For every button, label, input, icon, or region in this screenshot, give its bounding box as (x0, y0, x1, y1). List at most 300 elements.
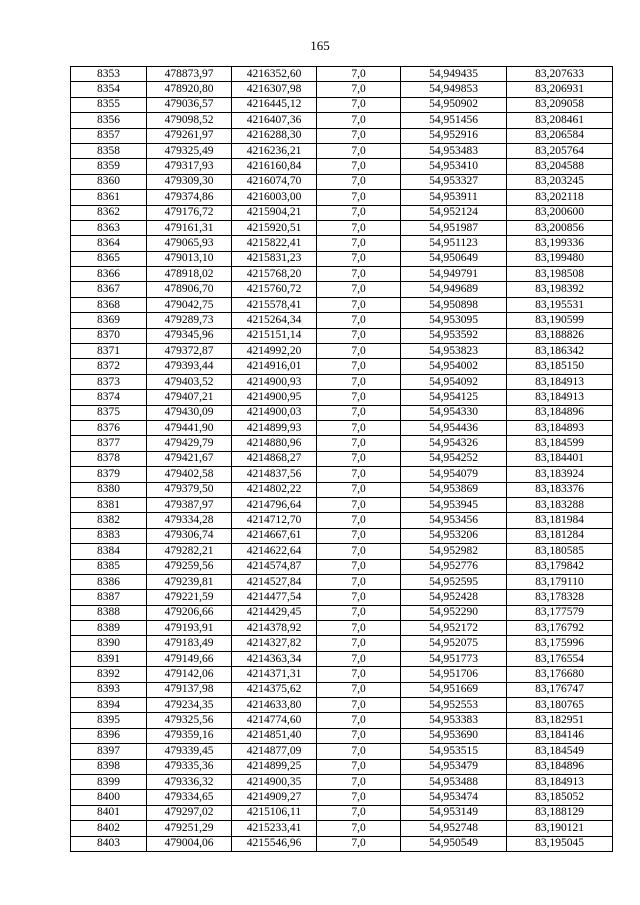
page-number: 165 (310, 38, 330, 53)
latitude-cell: 54,953911 (401, 190, 507, 205)
y-coordinate-cell: 4214527,84 (232, 574, 317, 589)
value-cell: 7,0 (317, 420, 401, 435)
x-coordinate-cell: 478873,97 (147, 67, 232, 82)
table-row (71, 713, 613, 728)
longitude-cell: 83,176747 (507, 682, 613, 697)
longitude-cell: 83,202118 (507, 190, 613, 205)
value-cell: 7,0 (317, 682, 401, 697)
y-coordinate-cell: 4214378,92 (232, 621, 317, 636)
latitude-cell: 54,953479 (401, 759, 507, 774)
latitude-cell: 54,953690 (401, 728, 507, 743)
y-coordinate-cell: 4216160,84 (232, 159, 317, 174)
table-row (71, 205, 613, 220)
table-row (71, 267, 613, 282)
longitude-cell: 83,184146 (507, 728, 613, 743)
y-coordinate-cell: 4214851,40 (232, 728, 317, 743)
table-row (71, 313, 613, 328)
latitude-cell: 54,954125 (401, 390, 507, 405)
y-coordinate-cell: 4216288,30 (232, 128, 317, 143)
table-row (71, 467, 613, 482)
value-cell: 7,0 (317, 143, 401, 158)
longitude-cell: 83,181284 (507, 528, 613, 543)
point-number-cell: 8395 (71, 713, 147, 728)
table-row (71, 605, 613, 620)
longitude-cell: 83,176680 (507, 667, 613, 682)
latitude-cell: 54,950649 (401, 251, 507, 266)
point-number-cell: 8381 (71, 497, 147, 512)
y-coordinate-cell: 4215768,20 (232, 267, 317, 282)
value-cell: 7,0 (317, 482, 401, 497)
latitude-cell: 54,953945 (401, 497, 507, 512)
y-coordinate-cell: 4216074,70 (232, 174, 317, 189)
table-row (71, 636, 613, 651)
y-coordinate-cell: 4214371,31 (232, 667, 317, 682)
table-row (71, 590, 613, 605)
value-cell: 7,0 (317, 251, 401, 266)
y-coordinate-cell: 4214429,45 (232, 605, 317, 620)
x-coordinate-cell: 479221,59 (147, 590, 232, 605)
point-number-cell: 8403 (71, 836, 147, 851)
latitude-cell: 54,953474 (401, 790, 507, 805)
value-cell: 7,0 (317, 67, 401, 82)
table-row (71, 559, 613, 574)
value-cell: 7,0 (317, 113, 401, 128)
value-cell: 7,0 (317, 836, 401, 851)
latitude-cell: 54,952776 (401, 559, 507, 574)
x-coordinate-cell: 479334,28 (147, 513, 232, 528)
x-coordinate-cell: 479374,86 (147, 190, 232, 205)
point-number-cell: 8396 (71, 728, 147, 743)
y-coordinate-cell: 4215233,41 (232, 821, 317, 836)
latitude-cell: 54,953149 (401, 805, 507, 820)
value-cell: 7,0 (317, 651, 401, 666)
table-row (71, 82, 613, 97)
latitude-cell: 54,952124 (401, 205, 507, 220)
longitude-cell: 83,180765 (507, 698, 613, 713)
latitude-cell: 54,952553 (401, 698, 507, 713)
x-coordinate-cell: 479339,45 (147, 744, 232, 759)
point-number-cell: 8400 (71, 790, 147, 805)
table-row (71, 405, 613, 420)
latitude-cell: 54,952748 (401, 821, 507, 836)
latitude-cell: 54,951706 (401, 667, 507, 682)
y-coordinate-cell: 4214802,22 (232, 482, 317, 497)
longitude-cell: 83,178328 (507, 590, 613, 605)
longitude-cell: 83,195045 (507, 836, 613, 851)
y-coordinate-cell: 4214880,96 (232, 436, 317, 451)
point-number-cell: 8389 (71, 621, 147, 636)
point-number-cell: 8363 (71, 220, 147, 235)
longitude-cell: 83,206584 (507, 128, 613, 143)
latitude-cell: 54,953488 (401, 774, 507, 789)
table-row (71, 497, 613, 512)
point-number-cell: 8364 (71, 236, 147, 251)
point-number-cell: 8371 (71, 344, 147, 359)
latitude-cell: 54,952982 (401, 544, 507, 559)
point-number-cell: 8377 (71, 436, 147, 451)
point-number-cell: 8361 (71, 190, 147, 205)
value-cell: 7,0 (317, 359, 401, 374)
value-cell: 7,0 (317, 774, 401, 789)
point-number-cell: 8368 (71, 297, 147, 312)
point-number-cell: 8386 (71, 574, 147, 589)
latitude-cell: 54,954330 (401, 405, 507, 420)
value-cell: 7,0 (317, 159, 401, 174)
longitude-cell: 83,195531 (507, 297, 613, 312)
x-coordinate-cell: 478906,70 (147, 282, 232, 297)
y-coordinate-cell: 4214363,34 (232, 651, 317, 666)
x-coordinate-cell: 479234,35 (147, 698, 232, 713)
value-cell: 7,0 (317, 497, 401, 512)
value-cell: 7,0 (317, 805, 401, 820)
table-row (71, 698, 613, 713)
table-row (71, 67, 613, 82)
table-row (71, 220, 613, 235)
latitude-cell: 54,952428 (401, 590, 507, 605)
point-number-cell: 8360 (71, 174, 147, 189)
point-number-cell: 8390 (71, 636, 147, 651)
value-cell: 7,0 (317, 528, 401, 543)
value-cell: 7,0 (317, 790, 401, 805)
latitude-cell: 54,950902 (401, 97, 507, 112)
point-number-cell: 8367 (71, 282, 147, 297)
x-coordinate-cell: 478920,80 (147, 82, 232, 97)
x-coordinate-cell: 479176,72 (147, 205, 232, 220)
point-number-cell: 8384 (71, 544, 147, 559)
y-coordinate-cell: 4214899,93 (232, 420, 317, 435)
point-number-cell: 8356 (71, 113, 147, 128)
latitude-cell: 54,953410 (401, 159, 507, 174)
value-cell: 7,0 (317, 190, 401, 205)
point-number-cell: 8358 (71, 143, 147, 158)
value-cell: 7,0 (317, 436, 401, 451)
point-number-cell: 8375 (71, 405, 147, 420)
value-cell: 7,0 (317, 621, 401, 636)
x-coordinate-cell: 479036,57 (147, 97, 232, 112)
longitude-cell: 83,184896 (507, 405, 613, 420)
table-row (71, 174, 613, 189)
longitude-cell: 83,175996 (507, 636, 613, 651)
value-cell: 7,0 (317, 559, 401, 574)
value-cell: 7,0 (317, 467, 401, 482)
table-row (71, 297, 613, 312)
point-number-cell: 8359 (71, 159, 147, 174)
table-row (71, 836, 613, 851)
y-coordinate-cell: 4215546,96 (232, 836, 317, 851)
value-cell: 7,0 (317, 220, 401, 235)
y-coordinate-cell: 4214796,64 (232, 497, 317, 512)
y-coordinate-cell: 4215822,41 (232, 236, 317, 251)
longitude-cell: 83,184913 (507, 774, 613, 789)
table-row (71, 328, 613, 343)
y-coordinate-cell: 4214667,61 (232, 528, 317, 543)
latitude-cell: 54,952172 (401, 621, 507, 636)
value-cell: 7,0 (317, 744, 401, 759)
longitude-cell: 83,205764 (507, 143, 613, 158)
table-row (71, 451, 613, 466)
longitude-cell: 83,208461 (507, 113, 613, 128)
point-number-cell: 8370 (71, 328, 147, 343)
table-row (71, 374, 613, 389)
y-coordinate-cell: 4215760,72 (232, 282, 317, 297)
longitude-cell: 83,207633 (507, 67, 613, 82)
point-number-cell: 8399 (71, 774, 147, 789)
longitude-cell: 83,200600 (507, 205, 613, 220)
point-number-cell: 8392 (71, 667, 147, 682)
y-coordinate-cell: 4215904,21 (232, 205, 317, 220)
y-coordinate-cell: 4214900,95 (232, 390, 317, 405)
table-row (71, 143, 613, 158)
latitude-cell: 54,954252 (401, 451, 507, 466)
point-number-cell: 8394 (71, 698, 147, 713)
longitude-cell: 83,184913 (507, 374, 613, 389)
value-cell: 7,0 (317, 174, 401, 189)
point-number-cell: 8391 (71, 651, 147, 666)
table-row (71, 436, 613, 451)
point-number-cell: 8353 (71, 67, 147, 82)
table-row (71, 344, 613, 359)
table-row (71, 790, 613, 805)
latitude-cell: 54,954079 (401, 467, 507, 482)
longitude-cell: 83,176792 (507, 621, 613, 636)
point-number-cell: 8397 (71, 744, 147, 759)
latitude-cell: 54,954326 (401, 436, 507, 451)
table-row (71, 97, 613, 112)
table-row (71, 528, 613, 543)
latitude-cell: 54,951669 (401, 682, 507, 697)
latitude-cell: 54,953483 (401, 143, 507, 158)
point-number-cell: 8355 (71, 97, 147, 112)
value-cell: 7,0 (317, 698, 401, 713)
table-row (71, 251, 613, 266)
longitude-cell: 83,181984 (507, 513, 613, 528)
table-row (71, 513, 613, 528)
x-coordinate-cell: 479421,67 (147, 451, 232, 466)
x-coordinate-cell: 479161,31 (147, 220, 232, 235)
longitude-cell: 83,177579 (507, 605, 613, 620)
longitude-cell: 83,200856 (507, 220, 613, 235)
x-coordinate-cell: 479193,91 (147, 621, 232, 636)
y-coordinate-cell: 4216352,60 (232, 67, 317, 82)
latitude-cell: 54,953206 (401, 528, 507, 543)
table-row (71, 651, 613, 666)
x-coordinate-cell: 479325,56 (147, 713, 232, 728)
longitude-cell: 83,186342 (507, 344, 613, 359)
value-cell: 7,0 (317, 544, 401, 559)
value-cell: 7,0 (317, 390, 401, 405)
table-row (71, 420, 613, 435)
table-row (71, 482, 613, 497)
value-cell: 7,0 (317, 282, 401, 297)
value-cell: 7,0 (317, 374, 401, 389)
longitude-cell: 83,182951 (507, 713, 613, 728)
point-number-cell: 8354 (71, 82, 147, 97)
value-cell: 7,0 (317, 759, 401, 774)
x-coordinate-cell: 479261,97 (147, 128, 232, 143)
longitude-cell: 83,180585 (507, 544, 613, 559)
x-coordinate-cell: 479142,06 (147, 667, 232, 682)
longitude-cell: 83,185052 (507, 790, 613, 805)
x-coordinate-cell: 479013,10 (147, 251, 232, 266)
y-coordinate-cell: 4214327,82 (232, 636, 317, 651)
value-cell: 7,0 (317, 821, 401, 836)
latitude-cell: 54,950549 (401, 836, 507, 851)
latitude-cell: 54,953592 (401, 328, 507, 343)
longitude-cell: 83,198508 (507, 267, 613, 282)
point-number-cell: 8383 (71, 528, 147, 543)
longitude-cell: 83,183376 (507, 482, 613, 497)
x-coordinate-cell: 479379,50 (147, 482, 232, 497)
table-row (71, 774, 613, 789)
longitude-cell: 83,188826 (507, 328, 613, 343)
y-coordinate-cell: 4214633,80 (232, 698, 317, 713)
longitude-cell: 83,190599 (507, 313, 613, 328)
longitude-cell: 83,199480 (507, 251, 613, 266)
x-coordinate-cell: 479334,65 (147, 790, 232, 805)
value-cell: 7,0 (317, 574, 401, 589)
x-coordinate-cell: 479309,30 (147, 174, 232, 189)
latitude-cell: 54,952290 (401, 605, 507, 620)
point-number-cell: 8365 (71, 251, 147, 266)
y-coordinate-cell: 4214992,20 (232, 344, 317, 359)
y-coordinate-cell: 4214916,01 (232, 359, 317, 374)
y-coordinate-cell: 4216003,00 (232, 190, 317, 205)
value-cell: 7,0 (317, 605, 401, 620)
longitude-cell: 83,203245 (507, 174, 613, 189)
longitude-cell: 83,206931 (507, 82, 613, 97)
x-coordinate-cell: 479387,97 (147, 497, 232, 512)
latitude-cell: 54,953869 (401, 482, 507, 497)
x-coordinate-cell: 479282,21 (147, 544, 232, 559)
point-number-cell: 8378 (71, 451, 147, 466)
point-number-cell: 8357 (71, 128, 147, 143)
point-number-cell: 8385 (71, 559, 147, 574)
point-number-cell: 8379 (71, 467, 147, 482)
point-number-cell: 8372 (71, 359, 147, 374)
value-cell: 7,0 (317, 82, 401, 97)
table-row (71, 113, 613, 128)
point-number-cell: 8374 (71, 390, 147, 405)
value-cell: 7,0 (317, 728, 401, 743)
table-row (71, 128, 613, 143)
x-coordinate-cell: 479042,75 (147, 297, 232, 312)
x-coordinate-cell: 479393,44 (147, 359, 232, 374)
table-row (71, 728, 613, 743)
latitude-cell: 54,954002 (401, 359, 507, 374)
point-number-cell: 8401 (71, 805, 147, 820)
y-coordinate-cell: 4216407,36 (232, 113, 317, 128)
value-cell: 7,0 (317, 451, 401, 466)
x-coordinate-cell: 479098,52 (147, 113, 232, 128)
value-cell: 7,0 (317, 313, 401, 328)
point-number-cell: 8382 (71, 513, 147, 528)
x-coordinate-cell: 479259,56 (147, 559, 232, 574)
table-row (71, 621, 613, 636)
x-coordinate-cell: 479183,49 (147, 636, 232, 651)
latitude-cell: 54,954092 (401, 374, 507, 389)
table-row (71, 190, 613, 205)
y-coordinate-cell: 4214877,09 (232, 744, 317, 759)
x-coordinate-cell: 479251,29 (147, 821, 232, 836)
point-number-cell: 8376 (71, 420, 147, 435)
x-coordinate-cell: 479403,52 (147, 374, 232, 389)
table-row (71, 159, 613, 174)
longitude-cell: 83,209058 (507, 97, 613, 112)
y-coordinate-cell: 4215831,23 (232, 251, 317, 266)
latitude-cell: 54,951773 (401, 651, 507, 666)
longitude-cell: 83,183924 (507, 467, 613, 482)
table-row (71, 744, 613, 759)
value-cell: 7,0 (317, 128, 401, 143)
y-coordinate-cell: 4214477,54 (232, 590, 317, 605)
point-number-cell: 8393 (71, 682, 147, 697)
latitude-cell: 54,952075 (401, 636, 507, 651)
x-coordinate-cell: 479407,21 (147, 390, 232, 405)
latitude-cell: 54,953515 (401, 744, 507, 759)
y-coordinate-cell: 4215264,34 (232, 313, 317, 328)
table-row (71, 574, 613, 589)
latitude-cell: 54,952916 (401, 128, 507, 143)
longitude-cell: 83,184401 (507, 451, 613, 466)
value-cell: 7,0 (317, 667, 401, 682)
x-coordinate-cell: 479402,58 (147, 467, 232, 482)
value-cell: 7,0 (317, 297, 401, 312)
x-coordinate-cell: 479239,81 (147, 574, 232, 589)
y-coordinate-cell: 4214899,25 (232, 759, 317, 774)
value-cell: 7,0 (317, 713, 401, 728)
y-coordinate-cell: 4214900,35 (232, 774, 317, 789)
table-row (71, 805, 613, 820)
y-coordinate-cell: 4214900,93 (232, 374, 317, 389)
x-coordinate-cell: 479345,96 (147, 328, 232, 343)
latitude-cell: 54,953327 (401, 174, 507, 189)
y-coordinate-cell: 4216236,21 (232, 143, 317, 158)
x-coordinate-cell: 479137,98 (147, 682, 232, 697)
x-coordinate-cell: 479065,93 (147, 236, 232, 251)
latitude-cell: 54,951123 (401, 236, 507, 251)
longitude-cell: 83,179842 (507, 559, 613, 574)
latitude-cell: 54,951987 (401, 220, 507, 235)
y-coordinate-cell: 4215920,51 (232, 220, 317, 235)
longitude-cell: 83,185150 (507, 359, 613, 374)
point-number-cell: 8369 (71, 313, 147, 328)
point-number-cell: 8387 (71, 590, 147, 605)
longitude-cell: 83,204588 (507, 159, 613, 174)
latitude-cell: 54,949689 (401, 282, 507, 297)
table-row (71, 359, 613, 374)
y-coordinate-cell: 4214375,62 (232, 682, 317, 697)
x-coordinate-cell: 479372,87 (147, 344, 232, 359)
y-coordinate-cell: 4215151,14 (232, 328, 317, 343)
x-coordinate-cell: 479335,36 (147, 759, 232, 774)
point-number-cell: 8366 (71, 267, 147, 282)
point-number-cell: 8388 (71, 605, 147, 620)
value-cell: 7,0 (317, 328, 401, 343)
x-coordinate-cell: 479306,74 (147, 528, 232, 543)
x-coordinate-cell: 479317,93 (147, 159, 232, 174)
value-cell: 7,0 (317, 636, 401, 651)
y-coordinate-cell: 4216307,98 (232, 82, 317, 97)
value-cell: 7,0 (317, 513, 401, 528)
value-cell: 7,0 (317, 236, 401, 251)
table-row (71, 821, 613, 836)
point-number-cell: 8380 (71, 482, 147, 497)
y-coordinate-cell: 4214909,27 (232, 790, 317, 805)
coordinates-table-body (71, 67, 613, 852)
latitude-cell: 54,952595 (401, 574, 507, 589)
latitude-cell: 54,954436 (401, 420, 507, 435)
x-coordinate-cell: 479441,90 (147, 420, 232, 435)
